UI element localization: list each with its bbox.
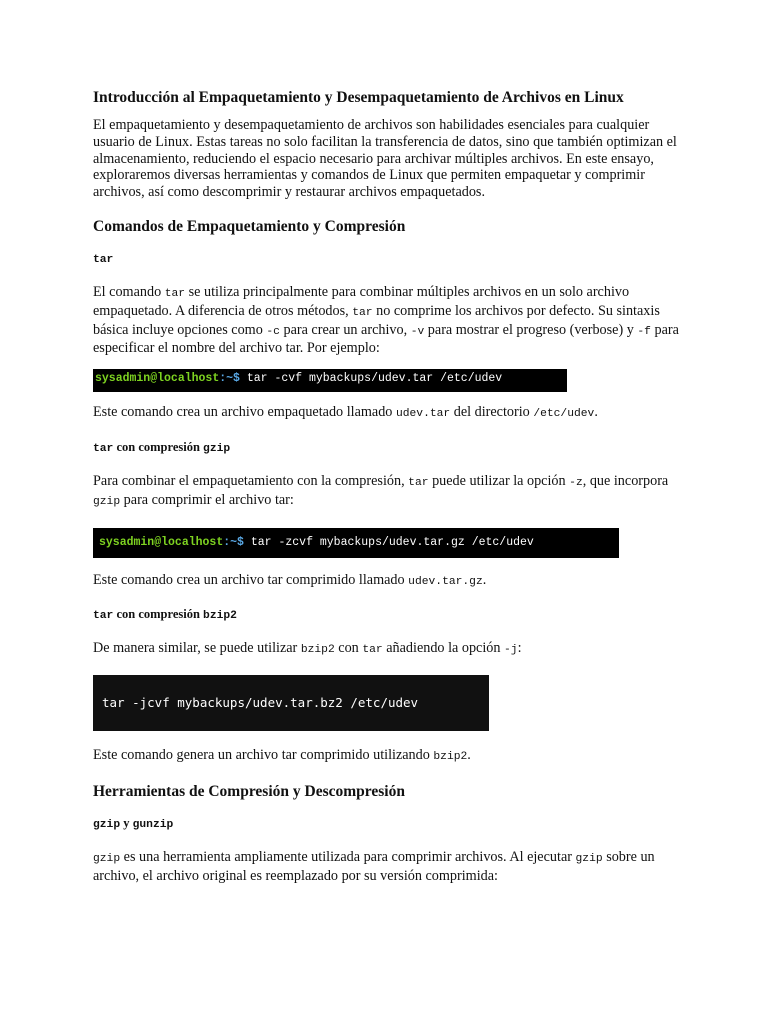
text-run: para comprimir el archivo tar: [123, 491, 294, 508]
text-run: es una herramienta ampliamente utilizada para comprimir archivos. Al ejecutar [123, 848, 572, 865]
text-run: con [338, 640, 359, 657]
bzip2-result-paragraph [93, 747, 683, 766]
text-run: , que incorpora [582, 472, 669, 489]
text-run: . [467, 747, 471, 764]
text-run: con compresión [113, 607, 204, 622]
inline-code: tar [362, 644, 383, 657]
document-title: Introducción al Empaquetamiento y Desempaquetamiento de Archivos en Linux [93, 89, 624, 106]
text-run: Este comando genera un archivo tar comprimido utilizando [93, 747, 430, 764]
inline-code: bzip2 [433, 751, 468, 764]
text-run: sobre un archivo, el archivo original es reemplazado por su versión comprimida: [93, 848, 655, 884]
inline-code: tar [93, 442, 114, 455]
text-run: Este comando crea un archivo empaquetado llamado [93, 404, 393, 421]
terminal-command: tar -cvf mybackups/udev.tar /etc/udev [239, 372, 503, 386]
text-run: y [120, 815, 133, 830]
tar-paragraph [93, 284, 683, 357]
terminal-command: tar -zcvf mybackups/udev.tar.gz /etc/udev [243, 535, 534, 549]
text-run: De manera similar, se puede utilizar [93, 640, 298, 657]
bzip2-subheading [93, 606, 683, 624]
gzip-gunzip-subheading [93, 815, 683, 833]
inline-code: -j [504, 644, 518, 657]
inline-code: gzip [575, 852, 603, 865]
tar-subheading [93, 250, 683, 268]
text-run: del directorio [453, 404, 530, 421]
inline-code: -z [569, 476, 583, 489]
terminal-snippet-bzip2 [93, 675, 489, 731]
text-run: se utiliza principalmente para combinar múltiples archivos en un solo archivo empaquetado. A diferencia de otros métodos, [93, 283, 630, 319]
inline-code: gzip [93, 495, 121, 508]
inline-code: gzip [93, 818, 121, 831]
terminal-path: :~$ [219, 372, 240, 386]
text-run: . [594, 404, 598, 421]
inline-code: tar [352, 306, 373, 319]
section-heading-commands: Comandos de Empaquetamiento y Compresión [93, 217, 406, 235]
inline-code: bzip2 [203, 610, 237, 623]
terminal-path: :~$ [223, 535, 244, 549]
gzip-result-paragraph [93, 572, 683, 591]
inline-code: udev.tar [395, 408, 451, 421]
gzip-subheading [93, 439, 683, 457]
document-page [93, 88, 683, 885]
inline-code: tar [408, 476, 429, 489]
gzip-paragraph [93, 473, 683, 511]
inline-code: gzip [203, 442, 231, 455]
terminal-snippet-gzip [93, 528, 619, 558]
terminal-command: tar -jcvf mybackups/udev.tar.bz2 /etc/udev [102, 695, 419, 711]
text-run: El comando [93, 283, 162, 300]
text-run: . [482, 571, 487, 588]
text-run: no comprime los archivos por defecto. Su sintaxis básica incluye opciones como [93, 302, 660, 338]
text-run: Este comando crea un archivo tar comprimido llamado [93, 571, 405, 588]
inline-code: gzip [93, 852, 121, 865]
inline-code: udev.tar.gz [408, 575, 483, 588]
terminal-prompt: sysadmin@localhost [99, 535, 224, 549]
inline-code: tar [164, 287, 186, 300]
inline-code: tar [93, 610, 114, 623]
text-run: Para combinar el empaquetamiento con la compresión, [93, 472, 405, 489]
inline-code: -f [637, 325, 651, 338]
gzip-tools-paragraph [93, 849, 683, 885]
text-run: puede utilizar la opción [432, 472, 566, 489]
terminal-snippet-tar [93, 369, 567, 392]
text-run: para especificar el nombre del archivo tar. Por ejemplo: [93, 321, 679, 357]
tar-result-paragraph [93, 404, 683, 423]
bzip2-paragraph [93, 640, 683, 659]
text-run: con compresión [113, 439, 204, 454]
text-run: para mostrar el progreso (verbose) y [427, 321, 634, 338]
text-run: añadiendo la opción [386, 640, 501, 657]
text-run: : [517, 640, 522, 657]
terminal-prompt: sysadmin@localhost [95, 372, 220, 386]
tar-subheading-code: tar [93, 253, 114, 266]
section-heading-tools: Herramientas de Compresión y Descompresión [93, 782, 405, 800]
intro-paragraph: El empaquetamiento y desempaquetamiento de archivos son habilidades esenciales para cualquier usuario de Linux. Estas tareas no solo facilitan la transferencia de datos, sino que también optimizan el almacenamiento, reduciendo el espacio necesario para archivar múltiples archivos. En este ensayo, exploraremos diversas herramientas y comandos de Linux que permiten empaquetar y comprimir archivos, así como descomprimir y restaurar archivos empaquetados. [93, 117, 677, 201]
text-run: para crear un archivo, [283, 321, 408, 338]
inline-code: -v [410, 325, 425, 338]
inline-code: -c [266, 325, 280, 338]
inline-code: bzip2 [300, 644, 335, 657]
inline-code: /etc/udev [533, 408, 595, 421]
inline-code: gunzip [132, 818, 174, 831]
